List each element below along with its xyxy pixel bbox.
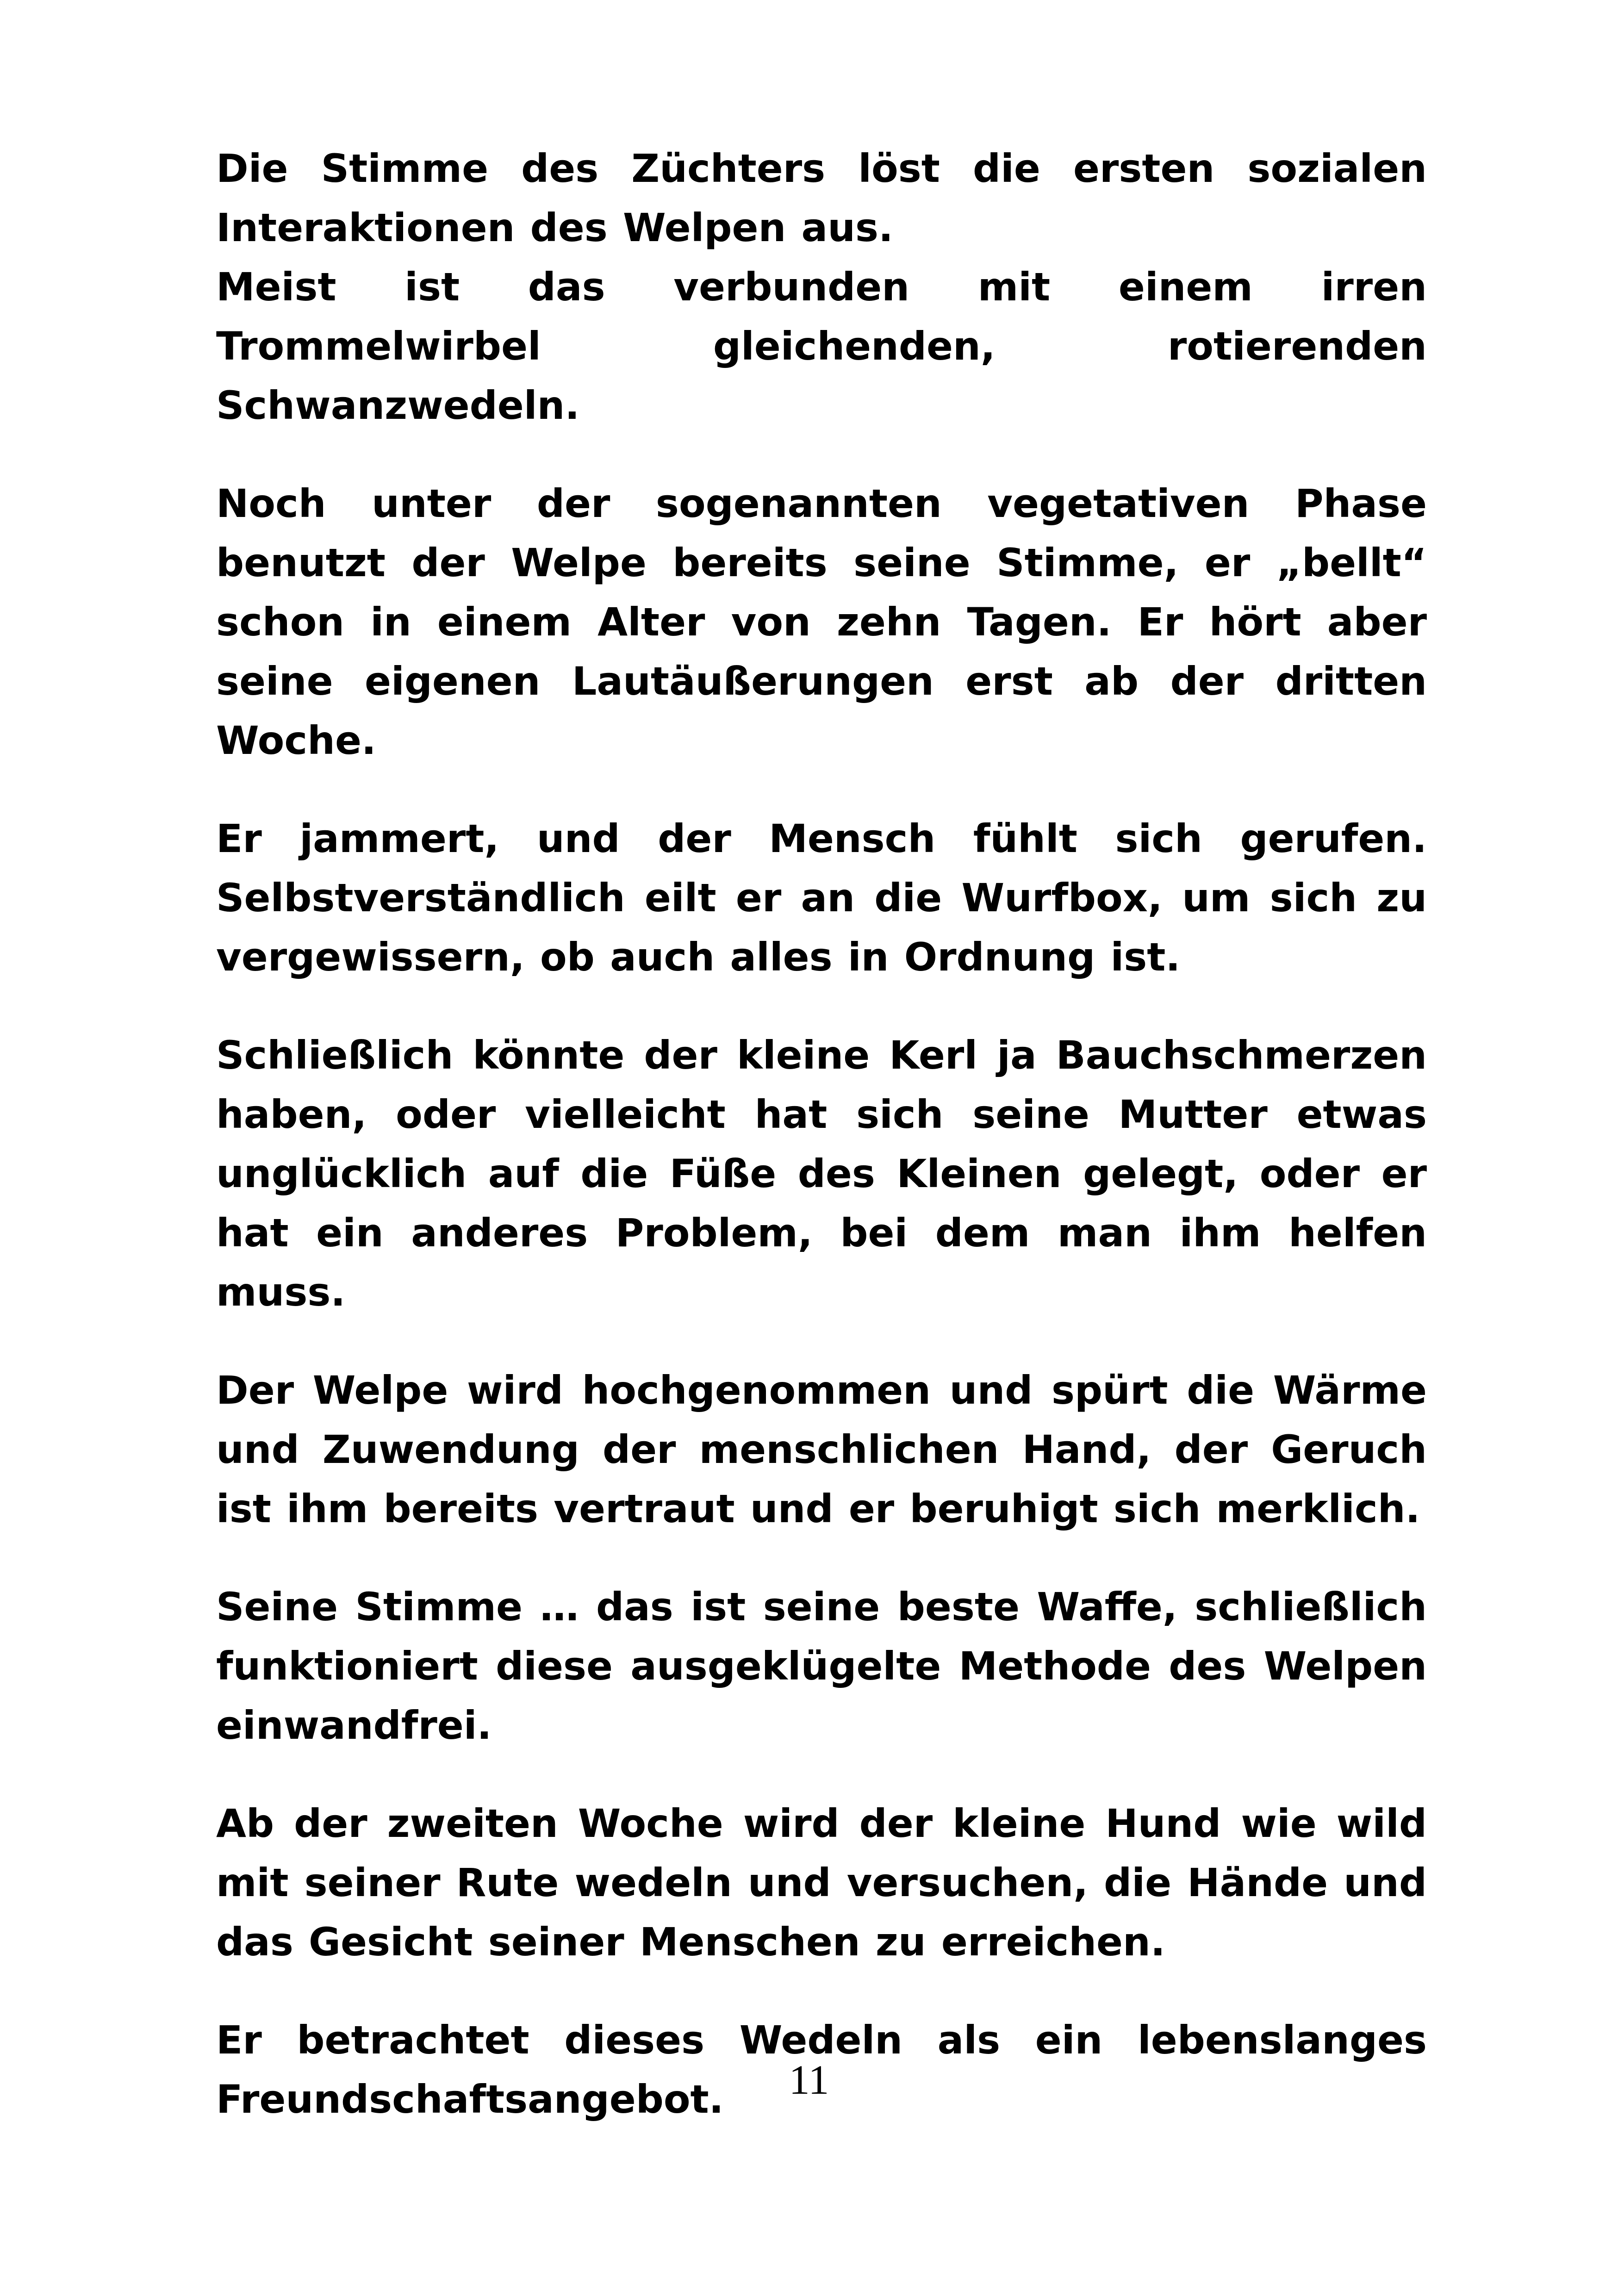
paragraph: Ab der zweiten Woche wird der kleine Hund wie wild mit seiner Rute wedeln und versuchen, die Hände und das Gesicht seiner Menschen zu erreichen. [216,1801,1427,1965]
paragraph: Er jammert, und der Mensch fühlt sich gerufen. Selbstverständlich eilt er an die Wurfbox, um sich zu vergewissern, ob auch alles in Ordnung ist. [216,816,1427,980]
page-number: 11 [789,2057,829,2103]
paragraph: Noch unter der sogenannten vegetativen Phase benutzt der Welpe bereits seine Stimme, er „bellt“ schon in einem Alter von zehn Tagen. Er hört aber seine eigenen Lautäußerungen erst ab der dritten Woche. [216,481,1427,763]
paragraph: Seine Stimme … das ist seine beste Waffe, schließlich funktioniert diese ausgeklügelte Methode des Welpen einwandfrei. [216,1584,1427,1748]
body-text [216,139,1427,2129]
paragraph: Er betrachtet dieses Wedeln als ein lebenslanges Freundschaftsangebot. [216,2017,1427,2122]
paragraph: Die Stimme des Züchters löst die ersten sozialen Interaktionen des Welpen aus. [216,146,1427,250]
paragraph: Schließlich könnte der kleine Kerl ja Bauchschmerzen haben, oder vielleicht hat sich seine Mutter etwas unglücklich auf die Füße des Kleinen gelegt, oder er hat ein anderes Problem, bei dem man ihm helfen muss. [216,1033,1427,1315]
paragraph: Meist ist das verbunden mit einem irren Trommelwirbel gleichenden, rotierenden Schwanzwedeln. [216,264,1427,428]
paragraph: Der Welpe wird hochgenommen und spürt die Wärme und Zuwendung der menschlichen Hand, der Geruch ist ihm bereits vertraut und er beruhigt sich merklich. [216,1368,1427,1531]
